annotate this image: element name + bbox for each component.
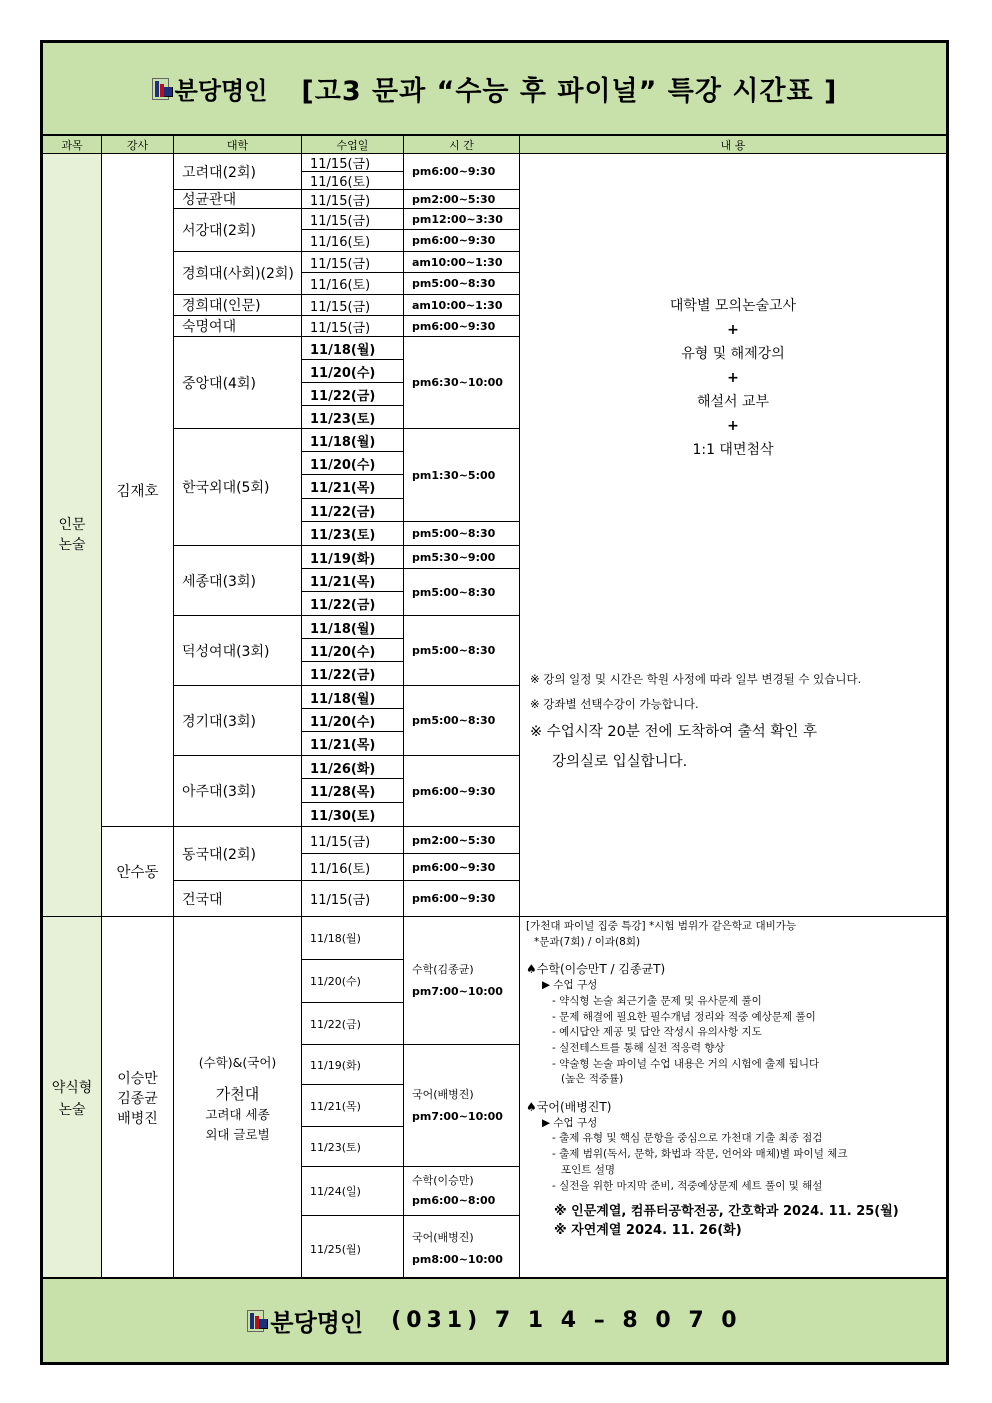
time-cell: pm2:00~5:30 (404, 190, 520, 209)
schedule-table (43, 136, 946, 1281)
academy-name: 분당명인 (270, 1309, 364, 1337)
notice-line: ※ 수업시작 20분 전에 도착하여 출석 확인 후 (530, 724, 817, 740)
date-cell: 11/21(목) (302, 475, 404, 499)
content-cell (520, 154, 946, 917)
teacher-cell: 김재호 (102, 154, 174, 827)
time-line: 국어(배병진) (412, 1087, 474, 1101)
teacher-cell: 안수동 (102, 827, 174, 917)
time-line: pm7:00~10:00 (412, 984, 503, 998)
content-line: 포인트 설명 (561, 1163, 616, 1176)
page-title: [고3 문과 “수능 후 파이널” 특강 시간표 ] (301, 76, 838, 107)
date-cell: 11/20(수) (302, 709, 404, 732)
time-line: 국어(배병진) (412, 1230, 474, 1244)
date-cell: 11/26(화) (302, 756, 404, 779)
page-header (43, 43, 946, 136)
university-cell: 한국외대(5회) (174, 429, 302, 546)
phone-number: (031) 7 1 4 – 8 0 7 0 (391, 1308, 742, 1333)
university-cell: 건국대 (174, 881, 302, 917)
content-line: ▶ 수업 구성 (542, 979, 598, 992)
content-cell (520, 917, 946, 1281)
time-cell: pm5:00~8:30 (404, 686, 520, 756)
content-line: - 출제 유형 및 핵심 문항을 중심으로 가천대 기출 최종 점검 (552, 1132, 823, 1145)
content-line: - 약술형 논술 파이널 수업 내용은 거의 시험에 출제 됩니다 (552, 1057, 820, 1070)
content-line: + (727, 322, 739, 338)
university-cell: 덕성여대(3회) (174, 616, 302, 686)
exam-date-line: ※ 인문계열, 컴퓨터공학전공, 간호학과 2024. 11. 25(월) (554, 1204, 899, 1220)
date-cell: 11/23(토) (302, 406, 404, 429)
date-cell: 11/15(금) (302, 295, 404, 316)
university-line: (수학)&(국어) (198, 1055, 277, 1070)
content-line: - 약식형 논술 최근기출 문제 및 유사문제 풀이 (552, 994, 762, 1007)
teacher-name: 김종균 (117, 1091, 158, 1107)
col-header-time: 시 간 (404, 136, 520, 154)
time-line: pm8:00~10:00 (412, 1252, 503, 1266)
teacher-name: 이승만 (117, 1071, 158, 1087)
date-cell: 11/24(일) (302, 1167, 404, 1216)
subject-cell (43, 917, 102, 1281)
date-cell: 11/22(금) (302, 592, 404, 616)
date-cell: 11/30(토) (302, 803, 404, 827)
time-cell (404, 1216, 520, 1281)
time-cell: pm6:00~9:30 (404, 854, 520, 881)
time-cell: pm12:00~3:30 (404, 209, 520, 230)
date-cell: 11/20(수) (302, 360, 404, 383)
col-header-date: 수업일 (302, 136, 404, 154)
col-header-teacher: 강사 (102, 136, 174, 154)
date-cell: 11/15(금) (302, 190, 404, 209)
university-cell: 경기대(3회) (174, 686, 302, 756)
notice-line: ※ 강의 일정 및 시간은 학원 사정에 따라 일부 변경될 수 있습니다. (530, 672, 862, 686)
content-line: - 문제 해결에 필요한 필수개념 정리와 적중 예상문제 풀이 (552, 1010, 816, 1023)
date-cell: 11/23(토) (302, 1127, 404, 1167)
date-cell: 11/18(월) (302, 917, 404, 960)
content-line: [가천대 파이널 집중 특강] *시험 범위가 같은학교 대비가능 (526, 920, 797, 932)
subject-label: 약식형 논술 (51, 1080, 93, 1118)
time-line: pm7:00~10:00 (412, 1109, 503, 1123)
date-cell: 11/22(금) (302, 662, 404, 686)
date-cell: 11/20(수) (302, 960, 404, 1003)
date-cell: 11/28(목) (302, 779, 404, 803)
time-cell (404, 1045, 520, 1167)
university-cell: 고려대(2회) (174, 154, 302, 190)
teacher-cell (102, 917, 174, 1281)
subject-cell (43, 154, 102, 917)
content-line: ▶ 수업 구성 (542, 1116, 598, 1129)
content-line: - 예시답안 제공 및 답안 작성시 유의사항 지도 (552, 1026, 762, 1039)
content-line: ♠수학(이승만T / 김종균T) (526, 962, 666, 977)
date-cell: 11/15(금) (302, 827, 404, 854)
date-cell: 11/22(금) (302, 499, 404, 522)
notice-line: ※ 강좌별 선택수강이 가능합니다. (530, 697, 699, 711)
university-cell: 경희대(인문) (174, 295, 302, 316)
time-cell (404, 1167, 520, 1216)
date-cell: 11/21(목) (302, 732, 404, 756)
notice-list (530, 667, 861, 777)
date-cell: 11/18(월) (302, 616, 404, 639)
time-cell: pm2:00~5:30 (404, 827, 520, 854)
date-cell: 11/15(금) (302, 209, 404, 230)
content-line: 해설서 교부 (696, 394, 770, 410)
teacher-name: 배병진 (117, 1111, 158, 1127)
col-header-university: 대학 (174, 136, 302, 154)
time-cell: pm5:00~8:30 (404, 616, 520, 686)
date-cell: 11/16(토) (302, 172, 404, 190)
content-line: + (727, 370, 739, 386)
date-cell: 11/19(화) (302, 546, 404, 569)
date-cell: 11/19(화) (302, 1045, 404, 1085)
time-cell: am10:00~1:30 (404, 252, 520, 273)
university-cell: 성균관대 (174, 190, 302, 209)
date-cell: 11/23(토) (302, 522, 404, 546)
date-cell: 11/20(수) (302, 639, 404, 662)
col-header-subject: 과목 (43, 136, 102, 154)
university-cell: 숙명여대 (174, 316, 302, 337)
university-line: 외대 글로벌 (205, 1127, 270, 1142)
date-cell: 11/18(월) (302, 686, 404, 709)
date-cell: 11/25(월) (302, 1216, 404, 1281)
content-line: - 출제 범위(독서, 문학, 화법과 작문, 언어와 매체)별 파이널 체크 (552, 1148, 848, 1161)
time-cell: pm6:00~9:30 (404, 154, 520, 190)
university-cell: 동국대(2회) (174, 827, 302, 881)
time-line: 수학(이승만) (412, 1174, 474, 1187)
academy-name: 분당명인 (174, 77, 268, 105)
content-line: 유형 및 해제강의 (681, 346, 785, 362)
time-cell: pm5:00~8:30 (404, 522, 520, 546)
time-cell: pm5:00~8:30 (404, 569, 520, 616)
subject-label: 인문 논술 (58, 517, 86, 553)
time-cell: pm6:00~9:30 (404, 316, 520, 337)
page-footer (43, 1277, 946, 1362)
course-description (520, 294, 946, 462)
university-cell: 아주대(3회) (174, 756, 302, 827)
date-cell: 11/15(금) (302, 252, 404, 273)
time-cell: pm6:00~9:30 (404, 881, 520, 917)
time-cell: pm5:30~9:00 (404, 546, 520, 569)
pharm-course-description (526, 919, 899, 1240)
notice-line: 강의실로 입실합니다. (552, 754, 688, 770)
date-cell: 11/15(금) (302, 881, 404, 917)
date-cell: 11/15(금) (302, 316, 404, 337)
date-cell: 11/18(월) (302, 429, 404, 452)
content-line: *문과(7회) / 이과(8회) (534, 935, 641, 948)
university-line: 가천대 (215, 1085, 260, 1103)
university-cell: 서강대(2회) (174, 209, 302, 252)
exam-date-line: ※ 자연계열 2024. 11. 26(화) (554, 1223, 742, 1239)
time-line: pm6:00~8:00 (412, 1194, 496, 1207)
content-line: 1:1 대면첨삭 (692, 442, 774, 458)
time-cell: am10:00~1:30 (404, 295, 520, 316)
time-cell: pm1:30~5:00 (404, 429, 520, 522)
time-cell: pm6:30~10:00 (404, 337, 520, 429)
university-cell: 세종대(3회) (174, 546, 302, 616)
academy-logo-icon (247, 1310, 264, 1332)
content-line: - 실전테스트를 통해 실전 적응력 향상 (552, 1041, 725, 1054)
date-cell: 11/21(목) (302, 569, 404, 592)
content-line: ♠국어(배병진T) (526, 1100, 612, 1115)
university-cell (174, 917, 302, 1281)
time-cell (404, 917, 520, 1045)
content-line: + (727, 418, 739, 434)
col-header-content: 내 용 (520, 136, 946, 154)
timetable-frame (40, 40, 949, 1365)
university-cell: 중앙대(4회) (174, 337, 302, 429)
date-cell: 11/16(토) (302, 854, 404, 881)
academy-logo-icon (152, 78, 169, 100)
date-cell: 11/22(금) (302, 383, 404, 406)
content-line: 대학별 모의논술고사 (669, 298, 797, 314)
date-cell: 11/16(토) (302, 273, 404, 295)
university-cell: 경희대(사회)(2회) (174, 252, 302, 295)
date-cell: 11/22(금) (302, 1003, 404, 1045)
date-cell: 11/15(금) (302, 154, 404, 172)
university-line: 고려대 세종 (205, 1107, 270, 1122)
date-cell: 11/20(수) (302, 452, 404, 475)
date-cell: 11/16(토) (302, 230, 404, 252)
date-cell: 11/21(목) (302, 1085, 404, 1127)
content-line: (높은 적중률) (561, 1073, 624, 1086)
date-cell: 11/18(월) (302, 337, 404, 360)
time-line: 수학(김종균) (412, 962, 474, 976)
time-cell: pm6:00~9:30 (404, 230, 520, 252)
time-cell: pm6:00~9:30 (404, 756, 520, 827)
time-cell: pm5:00~8:30 (404, 273, 520, 295)
content-line: - 실전을 위한 마지막 준비, 적중예상문제 세트 풀이 및 해설 (552, 1179, 823, 1192)
